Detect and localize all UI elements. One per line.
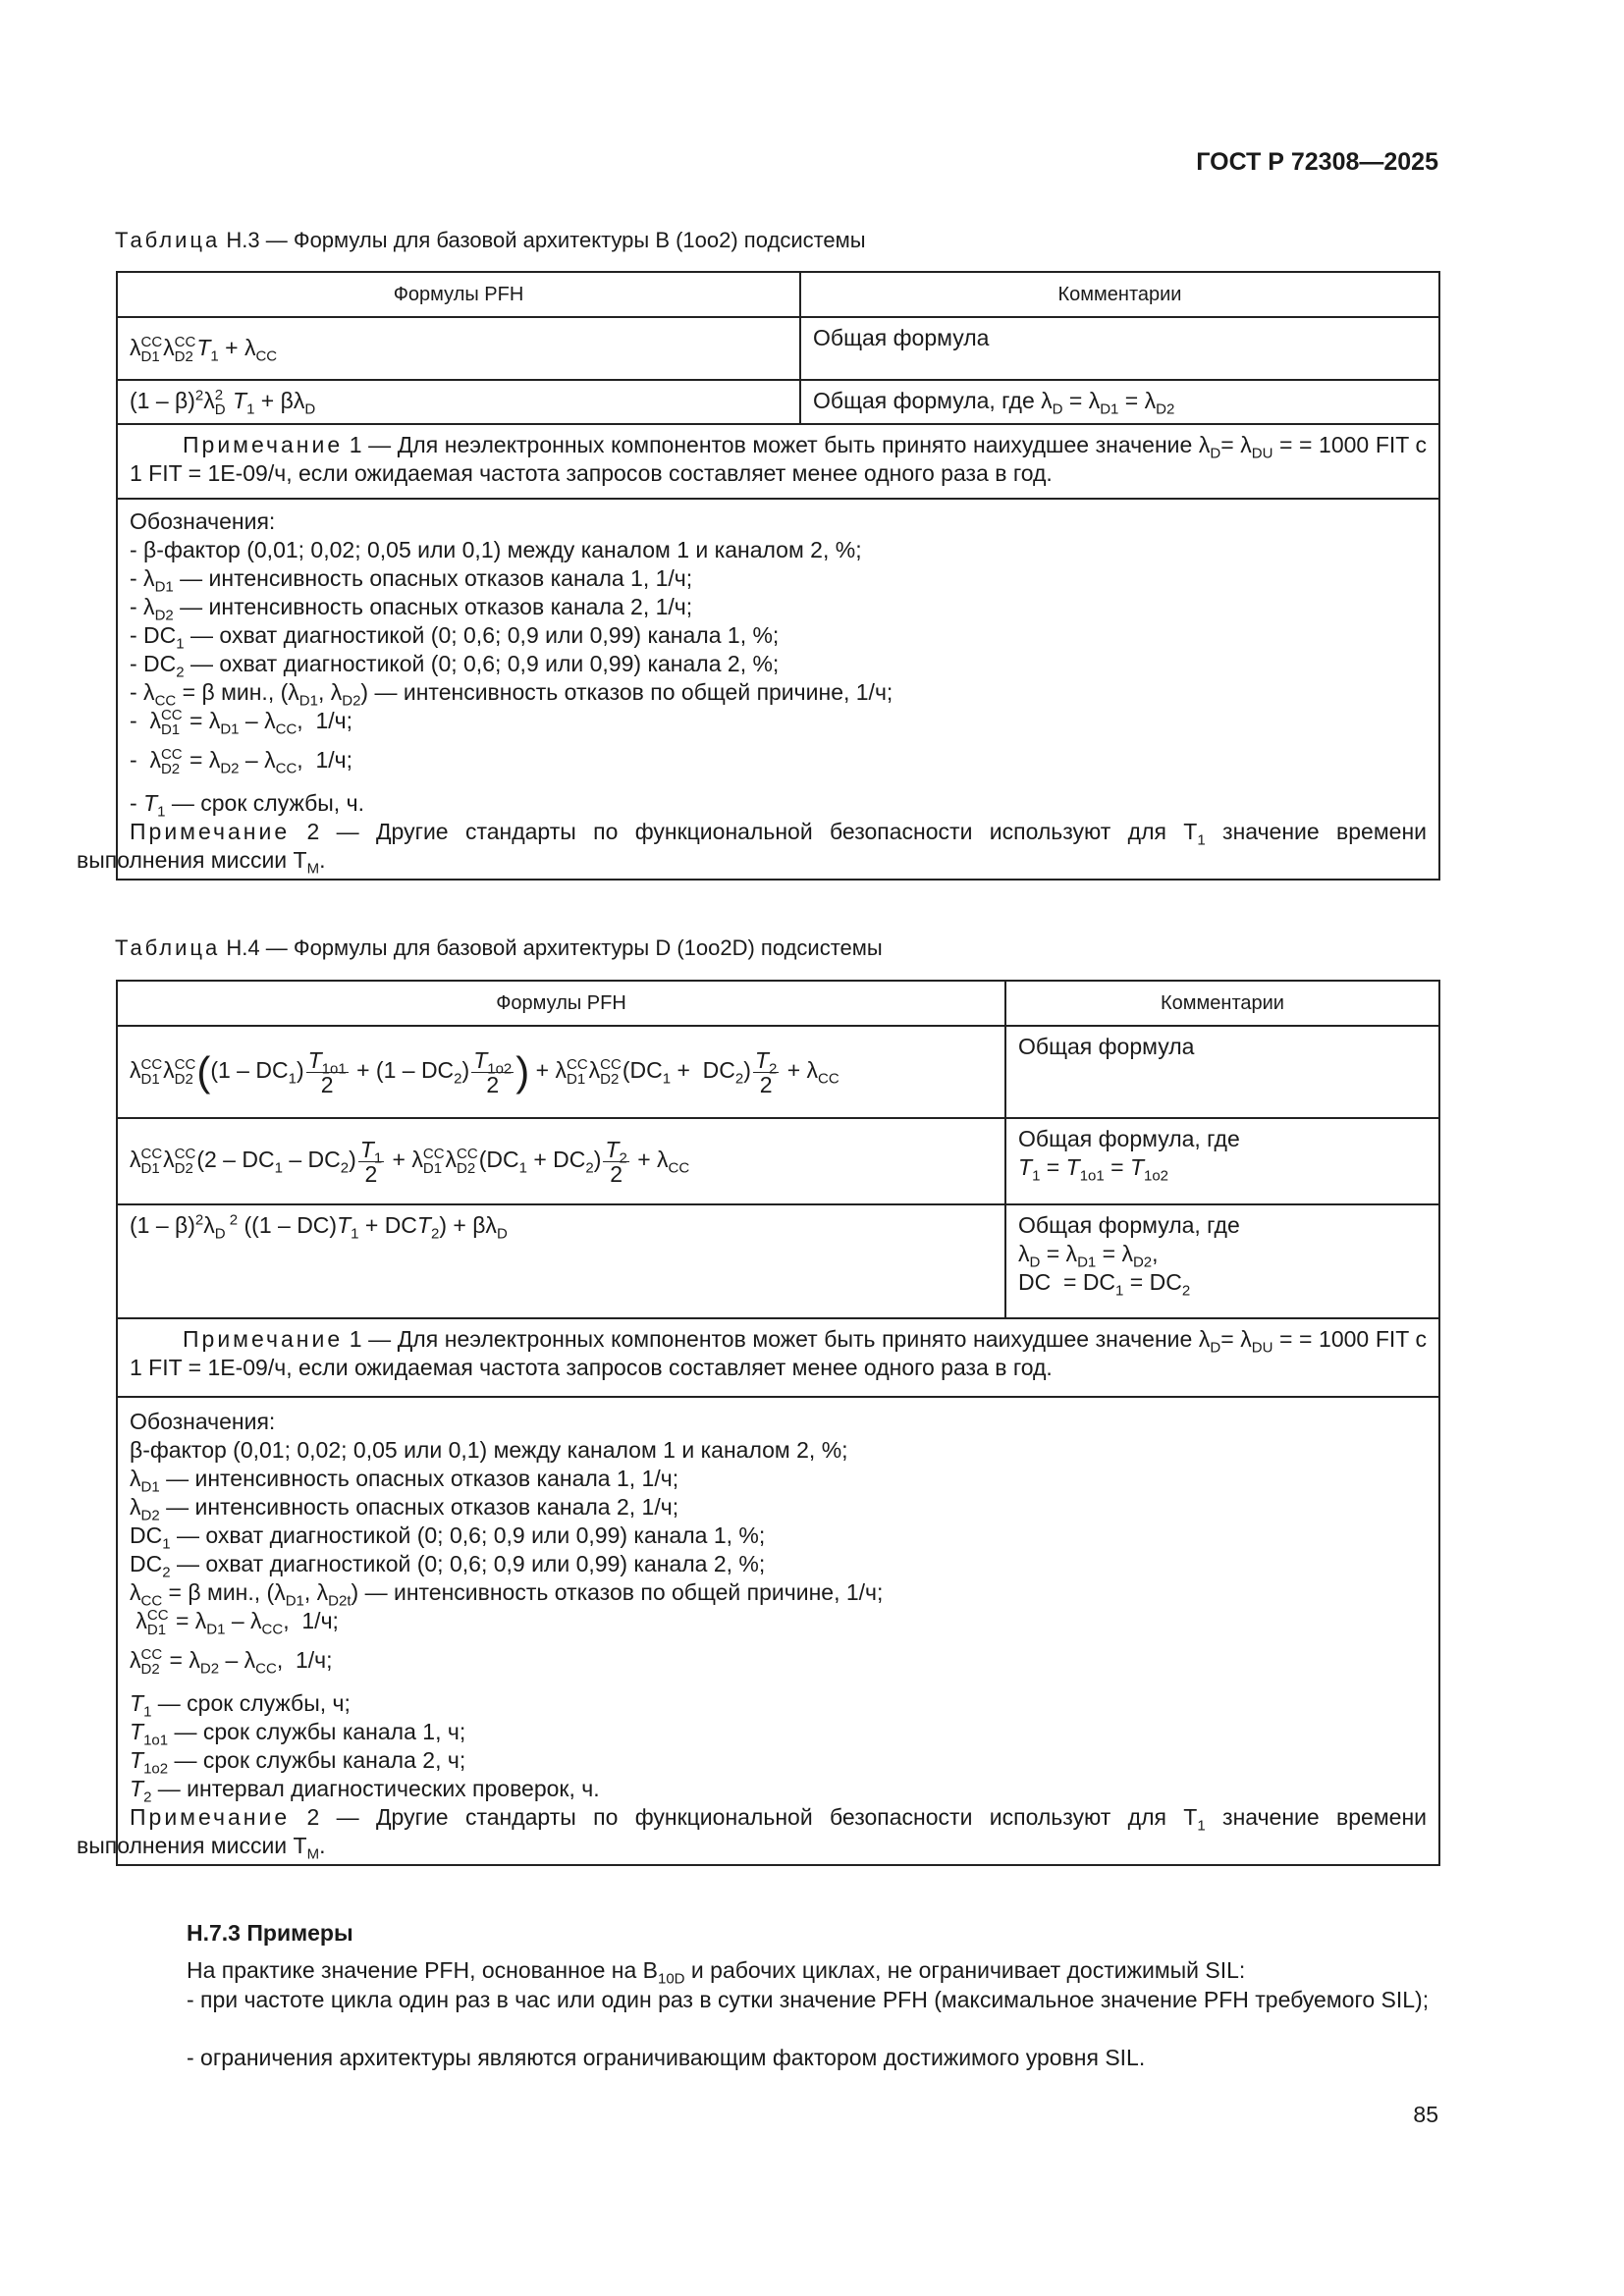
col-header-formula: Формулы PFH xyxy=(117,981,1005,1026)
table-note-1: Примечание 1 — Для неэлектронных компонентов может быть принято наихудшее значение $\lambda_D= \lambda_{DU}$ = = 1000 FIT с 1 FIT = 1E-09/ч, если ожидаемая частота запросов составляет менее одного раза в год. xyxy=(117,424,1439,499)
table-h4-caption: Таблица Н.4 — Формулы для базовой архитектуры D (1oo2D) подсистемы xyxy=(115,935,883,960)
comment-cell: Общая формула, где $T_1 = T_{1o1} = T_{1o2}$ xyxy=(1005,1118,1439,1204)
section-paragraph: - ограничения архитектуры являются ограничивающим фактором достижимого уровня SIL. xyxy=(187,2045,1146,2070)
formula-cell: (1 – β)$^2$λ 2 D $T_1 + \beta\lambda_D$ xyxy=(117,380,800,424)
formula-cell: λ CC D1 λ CC D2 $(2 - DC_1 - DC_2)$ $\frac{T_1}{2}$ + λ CC D1 λ CC D2 $(DC_1 + DC_2)$ $\frac{T_2}{2}$ + $\lambda_{CC}$ xyxy=(117,1118,1005,1204)
formula-cell: λ CC D1 λ CC D2 ($(1 - DC_1)$ $\frac{T_{1o1}}{2}$ + $(1 - DC_2)$ $\frac{T_{1o2}}{2}$ ) + λ CC D1 λ CC D2 $(DC_1 + DC_2)$ $\frac{T_2}{2}$ + $\lambda_{CC}$ xyxy=(117,1026,1005,1118)
table-h3-caption: Таблица Н.3 — Формулы для базовой архитектуры B (1oo2) подсистемы xyxy=(115,228,866,252)
page-number: 85 xyxy=(1413,2102,1438,2127)
comment-cell: Общая формула xyxy=(1005,1026,1439,1118)
col-header-comment: Комментарии xyxy=(1005,981,1439,1026)
section-paragraph: - при частоте цикла один раз в час или один раз в сутки значение PFH (максимальное значение PFH требуемого SIL); xyxy=(187,1987,1430,2012)
section-heading: Н.7.3 Примеры xyxy=(187,1920,353,1946)
table-h3 xyxy=(77,271,1440,881)
document-id: ГОСТ Р 72308—2025 xyxy=(1196,148,1438,176)
col-header-formula: Формулы PFH xyxy=(117,272,800,317)
section-paragraph: На практике значение PFH, основанное на $B_{10D}$ и рабочих циклах, не ограничивает достижимый SIL: xyxy=(187,1957,1246,1988)
table-h4 xyxy=(77,980,1440,1866)
comment-cell: Общая формула, где $\lambda_D = \lambda_{D1} = \lambda_{D2}$, DC = $DC_1 = DC_2$ xyxy=(1005,1204,1439,1318)
comment-cell: Общая формула, где $\lambda_D = \lambda_{D1} = \lambda_{D2}$ xyxy=(800,380,1439,424)
table-note-1: Примечание 1 — Для неэлектронных компонентов может быть принято наихудшее значение $\lambda_D= \lambda_{DU}$ = = 1000 FIT с 1 FIT = 1E-09/ч, если ожидаемая частота запросов составляет менее одного раза в год. xyxy=(117,1318,1439,1397)
comment-cell: Общая формула xyxy=(800,317,1439,380)
table-legend: Обозначения: β-фактор (0,01; 0,02; 0,05 или 0,1) между каналом 1 и каналом 2, %; $\lambda_{D1}$ — интенсивность опасных отказов канала 1, 1/ч; $\lambda_{D2}$ — интенсивность опасных отказов канала 2, 1/ч; $DC_1$ — охват диагностикой (0; 0,6; 0,9 или 0,99) канала 1, %; $DC_2$ — охват диагностикой (0; 0,6; 0,9 или 0,99) канала 2, %; $\lambda_{CC} = \beta$ мин., ($\lambda_{D1}$, $\lambda_{D2t}$) — интенсивность отказов по общей причине, 1/ч; λ CC D1 = $\lambda_{D1} - \lambda_{CC}$, 1/ч; λ CC D2 = $\lambda_{D2} - \lambda_{CC}$, 1/ч; $T_1$ — срок службы, ч; $T_{1o1}$ — срок службы канала 1, ч; $T_{1o2}$ — срок службы канала 2, ч; $T_2$ — интервал диагностических проверок, ч. Примечание 2 — Другие стандарты по функциональной безопасности используют для $T_1$ значение времени выполнения миссии $T_M$. xyxy=(117,1397,1439,1865)
table-legend: Обозначения: - β-фактор (0,01; 0,02; 0,05 или 0,1) между каналом 1 и каналом 2, %; - $\lambda_{D1}$ — интенсивность опасных отказов канала 1, 1/ч; - $\lambda_{D2}$ — интенсивность опасных отказов канала 2, 1/ч; - $DC_1$ — охват диагностикой (0; 0,6; 0,9 или 0,99) канала 1, %; - $DC_2$ — охват диагностикой (0; 0,6; 0,9 или 0,99) канала 2, %; - $\lambda_{CC} = \beta$ мин., ($\lambda_{D1}$, $\lambda_{D2}$) — интенсивность отказов по общей причине, 1/ч; - λ CC D1 = $\lambda_{D1} - \lambda_{CC}$, 1/ч; - λ CC D2 = $\lambda_{D2} - \lambda_{CC}$, 1/ч; - $T_1$ — срок службы, ч. Примечание 2 — Другие стандарты по функциональной безопасности используют для $T_1$ значение времени выполнения миссии $T_M$. xyxy=(117,499,1439,880)
formula-cell: λ CC D1 λ CC D2 $T_1 + \lambda_{CC}$ xyxy=(117,317,800,380)
formula-cell: $(1 - \beta)^2\lambda_D$ $^2$ $((1 - DC)T_1 + DCT_2) + \beta\lambda_D$ xyxy=(117,1204,1005,1318)
col-header-comment: Комментарии xyxy=(800,272,1439,317)
